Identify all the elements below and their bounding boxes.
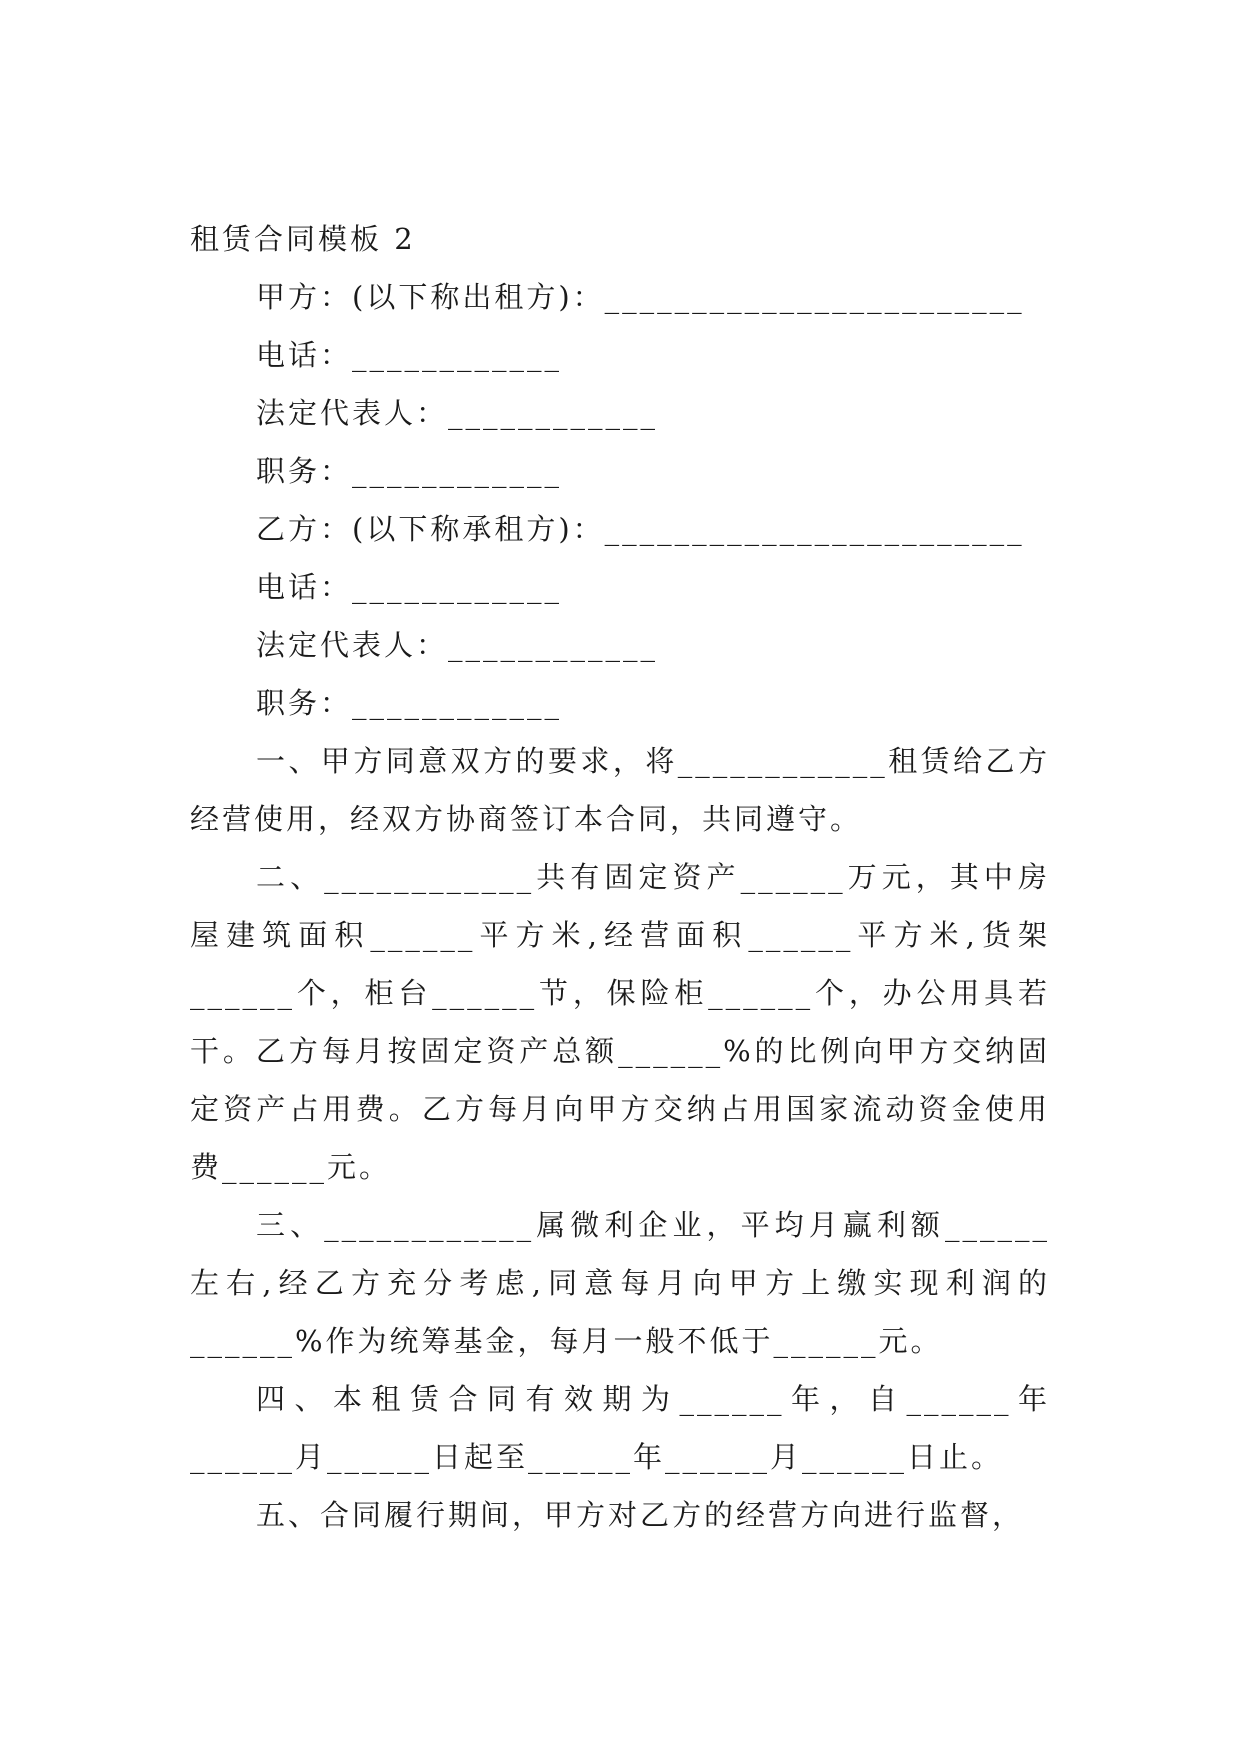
document-title: 租赁合同模板 2: [190, 222, 416, 256]
party-a-phone-line: 电话：____________: [256, 338, 563, 372]
clause-3: 三、____________属微利企业，平均月赢利额______左右,经乙方充分考虑,同意每月向甲方上缴实现利润的______%作为统筹基金，每月一般不低于______元。: [190, 1208, 1050, 1358]
party-a-name-line: 甲方：(以下称出租方)：________________________: [256, 280, 1025, 314]
party-b-phone-line: 电话：____________: [256, 570, 563, 604]
party-b-representative-line: 法定代表人：____________: [256, 628, 659, 662]
contract-document: [190, 210, 1050, 1544]
clause-1: 一、甲方同意双方的要求，将____________租赁给乙方经营使用，经双方协商签订本合同，共同遵守。: [190, 744, 1050, 836]
clause-4: 四、本租赁合同有效期为______年，自______年______月______日起至______年______月______日止。: [190, 1382, 1050, 1474]
clause-2: 二、____________共有固定资产______万元，其中房屋建筑面积______平方米,经营面积______平方米,货架______个，柜台______节，保险柜______个，办公用具若干。乙方每月按固定资产总额______%的比例向甲方交纳固定资产占用费。乙方每月向甲方交纳占用国家流动资金使用费______元。: [190, 860, 1050, 1184]
party-b-name-line: 乙方：(以下称承租方)：________________________: [256, 512, 1025, 546]
party-b-title-line: 职务：____________: [256, 686, 563, 720]
clause-5: 五、合同履行期间，甲方对乙方的经营方向进行监督，: [256, 1498, 1025, 1532]
party-a-title-line: 职务：____________: [256, 454, 563, 488]
party-a-representative-line: 法定代表人：____________: [256, 396, 659, 430]
